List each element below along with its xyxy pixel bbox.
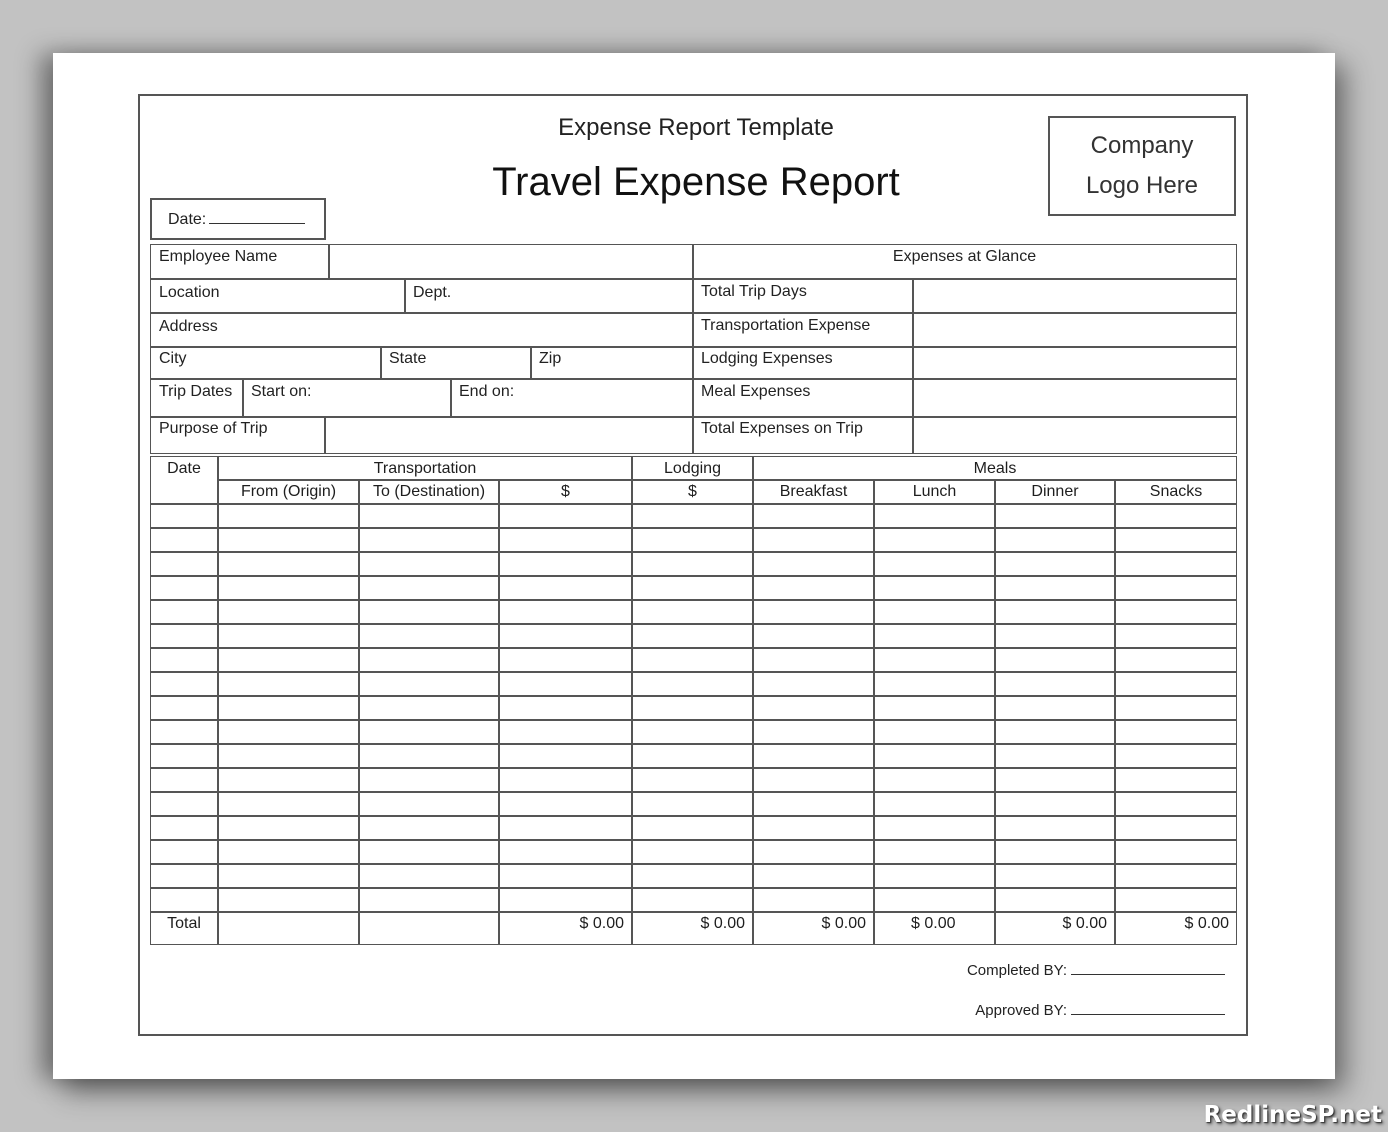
group-header-transportation: Transportation <box>373 460 477 477</box>
total-lodging: $ 0.00 <box>700 915 745 932</box>
table-row[interactable] <box>150 767 1237 769</box>
zip-field[interactable]: Zip <box>530 346 694 380</box>
col-divider <box>873 479 875 945</box>
total-transportation: $ 0.00 <box>579 915 624 932</box>
table-row[interactable] <box>150 743 1237 745</box>
glance-label-lodging: Lodging Expenses <box>692 346 914 380</box>
expense-table-border <box>150 456 1237 945</box>
date-input-line[interactable] <box>209 209 305 224</box>
col-header-lodging-amount: $ <box>688 483 697 500</box>
total-label: Total <box>167 915 201 932</box>
col-divider <box>752 456 754 945</box>
col-header-date: Date <box>167 460 201 477</box>
table-row[interactable] <box>150 863 1237 865</box>
approved-by-label: Approved BY: <box>975 1002 1067 1019</box>
col-header-from-origin: From (Origin) <box>240 483 337 500</box>
document-subtitle: Expense Report Template <box>558 114 834 141</box>
glance-label-meals: Meal Expenses <box>692 378 914 418</box>
table-row[interactable] <box>150 695 1237 697</box>
completed-by-label: Completed BY: <box>966 962 1067 979</box>
dept-field[interactable]: Dept. <box>404 278 694 314</box>
table-row[interactable] <box>150 599 1237 601</box>
total-breakfast: $ 0.00 <box>821 915 866 932</box>
glance-value-meals[interactable] <box>912 378 1237 418</box>
table-row[interactable] <box>150 791 1237 793</box>
location-field[interactable]: Location <box>150 278 406 314</box>
total-dinner: $ 0.00 <box>1062 915 1107 932</box>
glance-value-total-trip-days[interactable] <box>912 278 1237 314</box>
col-divider <box>217 456 219 945</box>
address-field[interactable]: Address <box>150 312 694 348</box>
glance-label-transportation: Transportation Expense <box>692 312 914 348</box>
header-bottom-divider <box>150 503 1237 505</box>
col-header-snacks: Snacks <box>1149 483 1203 500</box>
col-header-dinner: Dinner <box>1031 483 1079 500</box>
table-row[interactable] <box>150 719 1237 721</box>
glance-header: Expenses at Glance <box>692 244 1237 280</box>
group-header-lodging: Lodging <box>664 460 721 477</box>
completed-by-input-line[interactable] <box>1071 960 1225 975</box>
glance-label-total-trip-days: Total Trip Days <box>692 278 914 314</box>
table-row[interactable] <box>150 839 1237 841</box>
employee-name-label: Employee Name <box>150 244 330 280</box>
col-header-lunch: Lunch <box>912 483 957 500</box>
table-row[interactable] <box>150 575 1237 577</box>
col-header-breakfast: Breakfast <box>779 483 848 500</box>
col-divider <box>498 479 500 945</box>
company-logo-placeholder <box>1048 116 1236 216</box>
table-row[interactable] <box>150 887 1237 889</box>
watermark: RedlineSP.net <box>1203 1102 1382 1128</box>
col-divider <box>994 479 996 945</box>
col-divider <box>631 456 633 945</box>
start-on-field[interactable]: Start on: <box>242 378 452 418</box>
total-lunch: $ 0.00 <box>911 915 956 932</box>
glance-value-transportation[interactable] <box>912 312 1237 348</box>
state-field[interactable]: State <box>380 346 532 380</box>
glance-value-lodging[interactable] <box>912 346 1237 380</box>
col-header-transport-amount: $ <box>561 483 570 500</box>
end-on-field[interactable]: End on: <box>450 378 694 418</box>
date-field[interactable] <box>150 198 326 240</box>
date-label: Date: <box>168 211 207 228</box>
approved-by-field[interactable] <box>900 1000 1225 1019</box>
col-divider <box>1114 479 1116 945</box>
table-row[interactable] <box>150 623 1237 625</box>
purpose-label: Purpose of Trip <box>150 416 326 454</box>
glance-label-total-expenses: Total Expenses on Trip <box>692 416 914 454</box>
table-row[interactable] <box>150 671 1237 673</box>
document-title: Travel Expense Report <box>492 160 900 204</box>
total-snacks: $ 0.00 <box>1184 915 1229 932</box>
approved-by-input-line[interactable] <box>1071 1000 1225 1015</box>
table-row[interactable] <box>150 647 1237 649</box>
table-row[interactable] <box>150 527 1237 529</box>
trip-dates-label: Trip Dates <box>150 378 244 418</box>
logo-line-1: Company <box>1090 132 1194 159</box>
logo-line-2: Logo Here <box>1085 172 1199 199</box>
purpose-input[interactable] <box>324 416 694 454</box>
group-header-meals: Meals <box>973 460 1017 477</box>
col-header-to-destination: To (Destination) <box>372 483 486 500</box>
table-row[interactable] <box>150 815 1237 817</box>
header-divider <box>218 479 1237 481</box>
glance-value-total-expenses[interactable] <box>912 416 1237 454</box>
col-divider <box>358 479 360 945</box>
employee-name-input[interactable] <box>328 244 694 280</box>
city-field[interactable]: City <box>150 346 382 380</box>
completed-by-field[interactable] <box>900 960 1225 979</box>
table-row[interactable] <box>150 551 1237 553</box>
